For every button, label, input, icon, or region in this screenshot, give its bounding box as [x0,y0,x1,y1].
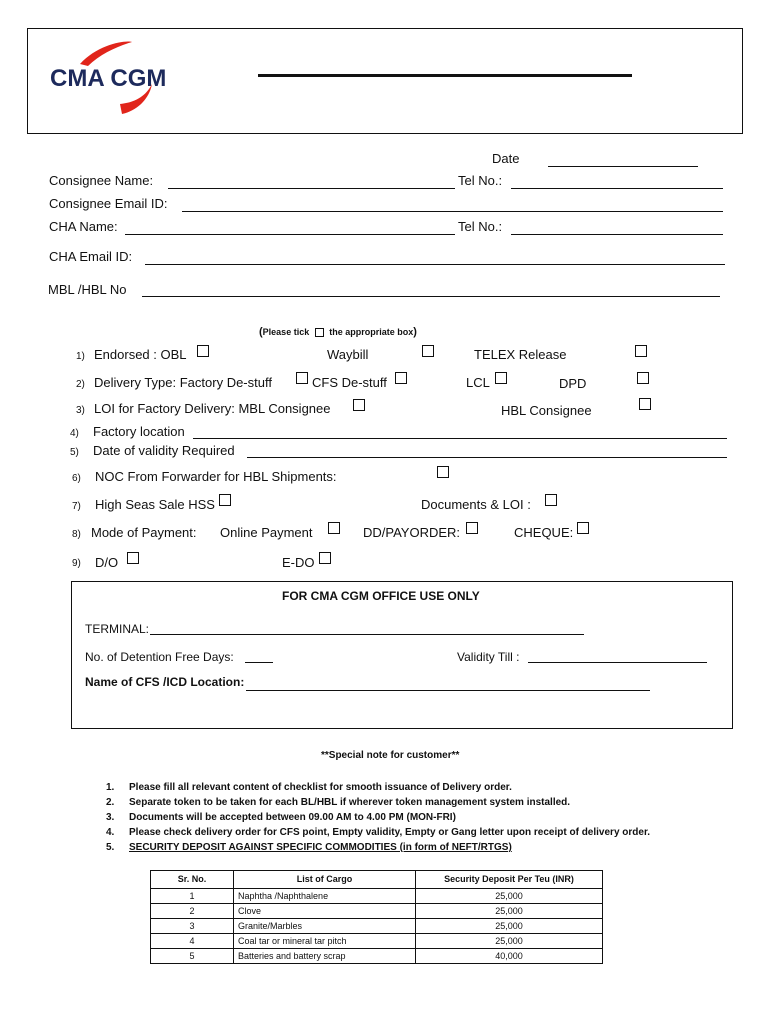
dpd-label: DPD [559,376,587,391]
column-header: Security Deposit Per Teu (INR) [416,871,603,889]
do-checkbox[interactable] [127,552,139,564]
cfs-destuff-label: CFS De-stuff [312,375,387,390]
dpd-checkbox[interactable] [637,372,649,384]
table-cell: 3 [151,919,234,934]
date-validity-field[interactable] [247,457,727,458]
waybill-checkbox[interactable] [422,345,434,357]
edo-checkbox[interactable] [319,552,331,564]
note-text: SECURITY DEPOSIT AGAINST SPECIFIC COMMODITIES (in form of NEFT/RTGS) [129,842,512,853]
cha-name-field[interactable] [125,234,455,235]
item-number-5: 5) [70,447,79,458]
table-row [151,919,603,934]
mbl-hbl-field[interactable] [142,296,720,297]
tick-note-please: Please tick [262,327,310,337]
online-payment-checkbox[interactable] [328,522,340,534]
tel-label-1: Tel No.: [458,173,503,188]
tick-note [259,326,417,338]
note-number: 3. [106,812,115,823]
column-header: List of Cargo [234,871,416,889]
table-cell: 4 [151,934,234,949]
note-item [106,780,650,795]
cha-email-label: CHA Email ID: [49,249,133,264]
detention-label: No. of Detention Free Days: [85,650,234,664]
endorsed-obl-checkbox[interactable] [197,345,209,357]
tick-note-open: ( [259,326,263,338]
factory-location-field[interactable] [193,438,727,439]
table-row [151,949,603,964]
factory-destuff-checkbox[interactable] [296,372,308,384]
cfs-destuff-checkbox[interactable] [395,372,407,384]
factory-location-label: Factory location [93,424,185,439]
documents-loi-label: Documents & LOI : [421,497,531,512]
documents-loi-checkbox[interactable] [545,494,557,506]
validity-till-label: Validity Till : [457,650,520,664]
terminal-field[interactable] [150,634,584,635]
telex-checkbox[interactable] [635,345,647,357]
note-text: Please fill all relevant content of checklist for smooth issuance of Delivery order. [129,782,512,793]
table-cell: 25,000 [416,889,603,904]
cfs-icd-field[interactable] [246,690,650,691]
note-number: 4. [106,827,115,838]
note-item [106,795,650,810]
tel-label-2: Tel No.: [458,219,503,234]
cheque-checkbox[interactable] [577,522,589,534]
telex-label: TELEX Release [474,347,567,362]
consignee-name-label: Consignee Name: [49,173,154,188]
special-note-title: **Special note for customer** [321,750,460,761]
consignee-name-field[interactable] [168,188,455,189]
tick-note-box-icon [315,328,324,337]
endorsed-obl-label: Endorsed : OBL [94,347,187,362]
date-validity-label: Date of validity Required [93,443,235,458]
lcl-checkbox[interactable] [495,372,507,384]
table-row [151,904,603,919]
item-number-2: 2) [76,379,85,390]
date-label: Date [492,151,520,166]
table-cell: 25,000 [416,934,603,949]
consignee-email-field[interactable] [182,211,723,212]
item-number-1: 1) [76,351,85,362]
table-cell: Granite/Marbles [234,919,416,934]
hss-label: High Seas Sale HSS [95,497,215,512]
office-use-title: FOR CMA CGM OFFICE USE ONLY [282,589,480,603]
table-cell: 1 [151,889,234,904]
item-number-8: 8) [72,529,81,540]
security-deposit-table [150,870,603,964]
hbl-consignee-checkbox[interactable] [639,398,651,410]
tel-field-2[interactable] [511,234,723,235]
note-number: 5. [106,842,115,853]
header-title-line [258,74,632,77]
tick-note-rest: the appropriate box [329,327,414,337]
dd-payorder-checkbox[interactable] [466,522,478,534]
note-text: Please check delivery order for CFS point, Empty validity, Empty or Gang letter upon receipt of delivery order. [129,827,651,838]
cha-name-label: CHA Name: [49,219,118,234]
hbl-consignee-label: HBL Consignee [501,403,592,418]
item-number-4: 4) [70,428,79,439]
table-cell: 2 [151,904,234,919]
detention-field[interactable] [245,662,273,663]
item-number-7: 7) [72,501,81,512]
table-cell: 25,000 [416,919,603,934]
lcl-label: LCL [466,375,490,390]
tel-field-1[interactable] [511,188,723,189]
table-cell: Naphtha /Naphthalene [234,889,416,904]
mbl-hbl-label: MBL /HBL No [48,282,127,297]
note-number: 2. [106,797,115,808]
noc-label: NOC From Forwarder for HBL Shipments: [95,469,337,484]
mode-payment-label: Mode of Payment: [91,525,197,540]
note-number: 1. [106,782,115,793]
hss-checkbox[interactable] [219,494,231,506]
date-field[interactable] [548,166,698,167]
cfs-icd-label: Name of CFS /ICD Location: [85,675,245,689]
consignee-email-label: Consignee Email ID: [49,196,168,211]
note-item [106,825,650,840]
table-cell: Batteries and battery scrap [234,949,416,964]
table-row [151,889,603,904]
table-row [151,934,603,949]
dd-payorder-label: DD/PAYORDER: [363,525,461,540]
edo-label: E-DO [282,555,315,570]
note-item [106,840,650,855]
note-text: Documents will be accepted between 09.00 AM to 4.00 PM (MON-FRI) [129,812,456,823]
cma-cgm-logo [48,38,188,120]
logo-text: CMA CGM [50,65,167,92]
table-cell: 40,000 [416,949,603,964]
cha-email-field[interactable] [145,264,725,265]
table-cell: 25,000 [416,904,603,919]
item-number-3: 3) [76,405,85,416]
validity-till-field[interactable] [528,662,707,663]
column-header: Sr. No. [151,871,234,889]
delivery-type-label: Delivery Type: Factory De-stuff [94,375,272,390]
table-cell: Coal tar or mineral tar pitch [234,934,416,949]
table-cell: Clove [234,904,416,919]
item-number-9: 9) [72,558,81,569]
cheque-label: CHEQUE: [514,525,574,540]
table-header-row [151,871,603,889]
table-cell: 5 [151,949,234,964]
notes-list [106,780,650,855]
noc-checkbox[interactable] [437,466,449,478]
note-text: Separate token to be taken for each BL/HBL if wherever token management system installed. [129,797,571,808]
do-label: D/O [95,555,119,570]
item-number-6: 6) [72,473,81,484]
mbl-consignee-checkbox[interactable] [353,399,365,411]
loi-factory-label: LOI for Factory Delivery: MBL Consignee [94,401,331,416]
online-payment-label: Online Payment [220,525,313,540]
tick-note-close: ) [413,326,417,338]
waybill-label: Waybill [327,347,369,362]
note-item [106,810,650,825]
terminal-label: TERMINAL: [85,622,150,636]
